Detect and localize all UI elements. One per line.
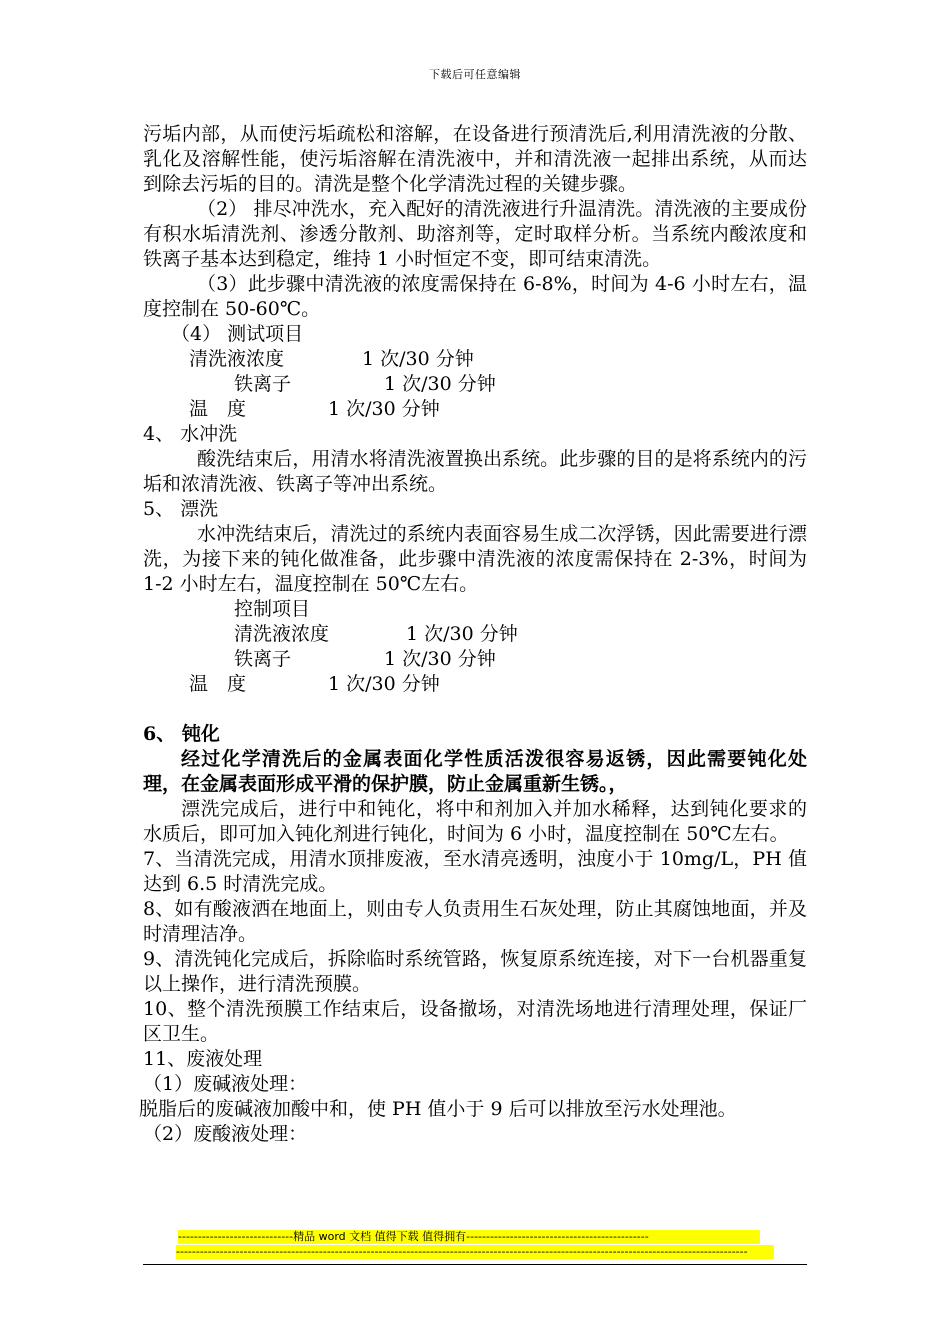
paragraph: 9、清洗钝化完成后，拆除临时系统管路，恢复原系统连接，对下一台机器重复以上操作，进行清洗预膜。 <box>143 948 807 995</box>
test-item: 清洗液浓度 <box>189 348 285 370</box>
subheading: （4） 测试项目 <box>171 323 304 345</box>
document-body <box>139 122 807 1147</box>
subheading: （1）废碱液处理： <box>143 1073 308 1095</box>
control-frequency: 1 次/30 分钟 <box>328 673 440 695</box>
paragraph: 10、整个清洗预膜工作结束后，设备撤场，对清洗场地进行清理处理，保证厂区卫生。 <box>143 998 807 1045</box>
control-frequency: 1 次/30 分钟 <box>406 623 518 645</box>
paragraph: 7、当清洗完成，用清水顶排废液，至水清亮透明，浊度小于 10mg/L，PH 值达到 6.5 时清洗完成。 <box>143 848 807 895</box>
control-row <box>143 647 807 672</box>
test-frequency: 1 次/30 分钟 <box>328 398 440 420</box>
paragraph: 脱脂后的废碱液加酸中和，使 PH 值小于 9 后可以排放至污水处理池。 <box>139 1098 737 1120</box>
paragraph: 漂洗完成后，进行中和钝化，将中和剂加入并加水稀释，达到钝化要求的水质后，即可加入钝化剂进行钝化，时间为 6 小时，温度控制在 50℃左右。 <box>143 798 807 845</box>
subheading: （2）废酸液处理： <box>143 1123 308 1145</box>
page-header: 下载后可任意编辑 <box>429 68 521 81</box>
control-frequency: 1 次/30 分钟 <box>384 648 496 670</box>
footer-dashes: ------------------------------------------------------------------------------------------------------------------------------------------------ <box>176 1245 774 1259</box>
paragraph: （3）此步骤中清洗液的浓度需保持在 6-8%，时间为 4-6 小时左右，温度控制在 50-60℃。 <box>143 273 807 320</box>
test-frequency: 1 次/30 分钟 <box>362 348 474 370</box>
test-row <box>143 397 807 422</box>
test-row <box>143 347 807 372</box>
footer-banner: -----------------------------精品 word 文档 值得下载 值得拥有---------------------------------------------- <box>178 1230 760 1244</box>
control-title-row <box>143 597 807 622</box>
control-item: 温 度 <box>189 673 247 695</box>
test-item: 铁离子 <box>234 373 292 395</box>
paragraph: （2） 排尽冲洗水，充入配好的清洗液进行升温清洗。清洗液的主要成份有积水垢清洗剂、渗透分散剂、助溶剂等，定时取样分析。当系统内酸浓度和铁离子基本达到稳定，维持 1 小时恒定不变，即可结束清洗。 <box>143 198 807 270</box>
paragraph-bold: 经过化学清洗后的金属表面化学性质活泼很容易返锈，因此需要钝化处理，在金属表面形成平滑的保护膜，防止金属重新生锈。， <box>143 748 807 795</box>
control-item: 铁离子 <box>234 648 292 670</box>
paragraph: 污垢内部，从而使污垢疏松和溶解，在设备进行预清洗后,利用清洗液的分散、乳化及溶解性能，使污垢溶解在清洗液中，并和清洗液一起排出系统，从而达到除去污垢的目的。清洗是整个化学清洗过程的关键步骤。 <box>143 123 807 195</box>
section-heading: 6、 钝化 <box>143 723 220 745</box>
test-item: 温 度 <box>189 398 247 420</box>
control-title: 控制项目 <box>234 598 311 620</box>
footer-divider <box>143 1264 807 1265</box>
section-heading: 11、废液处理 <box>143 1048 263 1070</box>
section-heading: 4、 水冲洗 <box>143 423 238 445</box>
test-row <box>143 372 807 397</box>
paragraph: 8、如有酸液洒在地面上，则由专人负责用生石灰处理，防止其腐蚀地面，并及时清理洁净。 <box>143 898 807 945</box>
paragraph: 水冲洗结束后，清洗过的系统内表面容易生成二次浮锈，因此需要进行漂洗，为接下来的钝化做准备，此步骤中清洗液的浓度需保持在 2-3%，时间为 1-2 小时左右，温度控制在 50℃左右。 <box>143 523 807 595</box>
control-row <box>143 622 807 647</box>
section-heading: 5、 漂洗 <box>143 498 219 520</box>
control-item: 清洗液浓度 <box>234 623 330 645</box>
control-row <box>143 672 807 697</box>
test-frequency: 1 次/30 分钟 <box>384 373 496 395</box>
paragraph: 酸洗结束后，用清水将清洗液置换出系统。此步骤的目的是将系统内的污垢和浓清洗液、铁离子等冲出系统。 <box>143 448 807 495</box>
spacer <box>143 697 807 722</box>
